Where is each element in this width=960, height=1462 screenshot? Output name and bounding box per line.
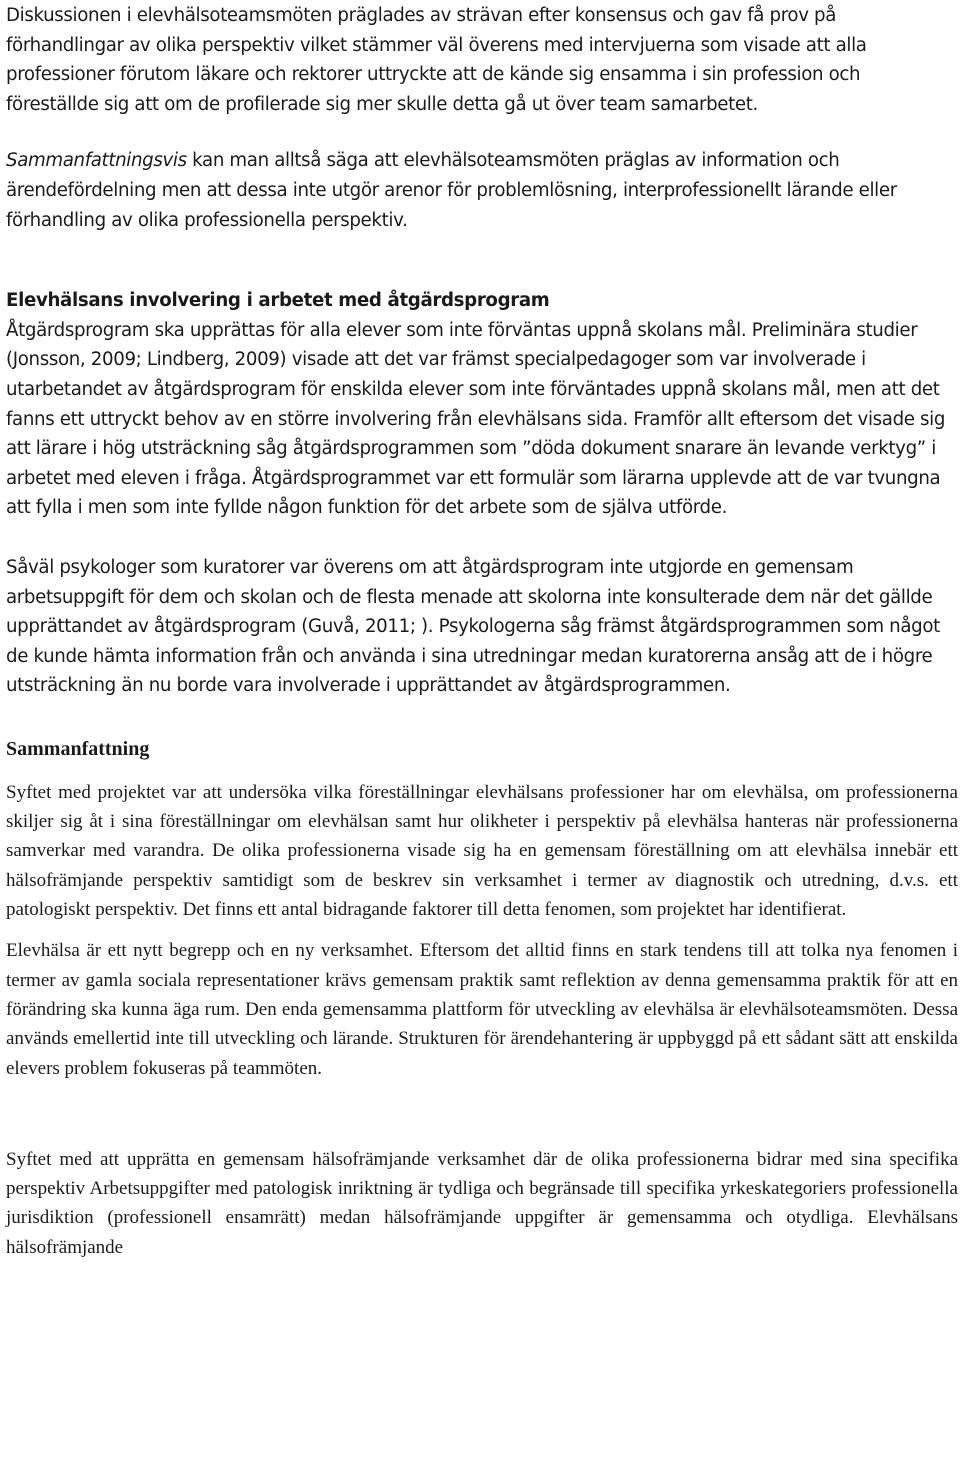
paragraph-discussion: Diskussionen i elevhälsoteamsmöten präglades av strävan efter konsensus och gav få prov på förhandlingar av olika perspektiv vilket stämmer väl överens med intervjuerna som visade att alla professioner förutom läkare och rektorer uttryckte att de kände sig ensamma i sin profession och föreställde sig att om de profilerade sig mer skulle detta gå ut över team samarbetet. xyxy=(6,5,867,115)
section-heading-action-programs: Elevhälsans involvering i arbetet med åtgärdsprogram xyxy=(6,290,550,312)
paragraph-summary-intro xyxy=(6,146,958,235)
italic-term: Sammanfattningsvis xyxy=(6,150,187,172)
section-heading-summary: Sammanfattning xyxy=(6,737,150,760)
paragraph-purpose: Syftet med projektet var att undersöka vilka föreställningar elevhälsans professioner har om elevhälsa, om professionerna skiljer sig åt i sina föreställningar om elevhälsan samt hur olikheter i perspektiv på elevhälsa hanteras när professionerna samverkar med varandra. De olika professionerna visade sig ha en gemensam föreställning om att elevhälsa innebär ett hälsofrämjande perspektiv samtidigt som de beskrev sin verksamhet i termer av diagnostik och utredning, d.v.s. ett patologiskt perspektiv. Det finns ett antal bidragande faktorer till detta fenomen, som projektet har identifierat. xyxy=(6,781,958,921)
document-page xyxy=(6,0,958,1262)
paragraph-student-health: Elevhälsa är ett nytt begrepp och en ny verksamhet. Eftersom det alltid finns en stark tendens till att tolka nya fenomen i termer av gamla sociala representationer krävs gemensam praktik samt reflektion av denna gemensamma praktik för att en förändring ska kunna äga rum. Den enda gemensamma plattform för utveckling av elevhälsa är elevhälsoteamsmöten. Dessa används emellertid inte till utveckling och lärande. Strukturen för ärendehantering är uppbyggd på ett sådant sätt att enskilda elevers problem fokuseras på teammöten. xyxy=(6,940,958,1079)
paragraph-action-programs: Åtgärdsprogram ska upprättas för alla elever som inte förväntas uppnå skolans mål. Preliminära studier (Jonsson, 2009; Lindberg, 2009) visade att det var främst specialpedagoger som var involverade i utarbetandet av åtgärdsprogram för enskilda elever som inte förväntades uppnå skolans mål, men att det fanns ett uttryckt behov av en större involvering från elevhälsans sida. Framför allt eftersom det visade sig att lärare i hög utsträckning såg åtgärdsprogrammen som ”döda dokument snarare än levande verktyg” i arbetet med eleven i fråga. Åtgärdsprogrammet var ett formulär som lärarna upplevde att de var tvungna att fylla i men som inte fyllde någon funktion för det arbete som de själva utförde. xyxy=(6,319,946,519)
paragraph-summary-intro-text: kan man alltså säga att elevhälsoteamsmöten präglas av information och ärendefördelning men att dessa inte utgör arenor för problemlösning, interprofessionellt lärande eller förhandling av olika professionella perspektiv. xyxy=(6,150,897,231)
paragraph-psychologists: Såväl psykologer som kuratorer var överens om att åtgärdsprogram inte utgjorde en gemensam arbetsuppgift för dem och skolan och de flesta menade att skolorna inte konsulterade dem när det gällde upprättandet av åtgärdsprogram (Guvå, 2011; ). Psykologerna såg främst åtgärdsprogrammen som något de kunde hämta information från och använda i sina utredningar medan kuratorerna ansåg att de i högre utsträckning än nu borde vara involverade i upprättandet av åtgärdsprogrammen. xyxy=(6,556,940,697)
paragraph-common-activity: Syftet med att upprätta en gemensam hälsofrämjande verksamhet där de olika professionerna bidrar med sina specifika perspektiv Arbetsuppgifter med patologisk inriktning är tydliga och begränsade till specifika yrkeskategoriers professionella jurisdiktion (professionell ensamrätt) medan hälsofrämjande uppgifter är gemensamma och otydliga. Elevhälsans hälsofrämjande xyxy=(6,1148,958,1258)
